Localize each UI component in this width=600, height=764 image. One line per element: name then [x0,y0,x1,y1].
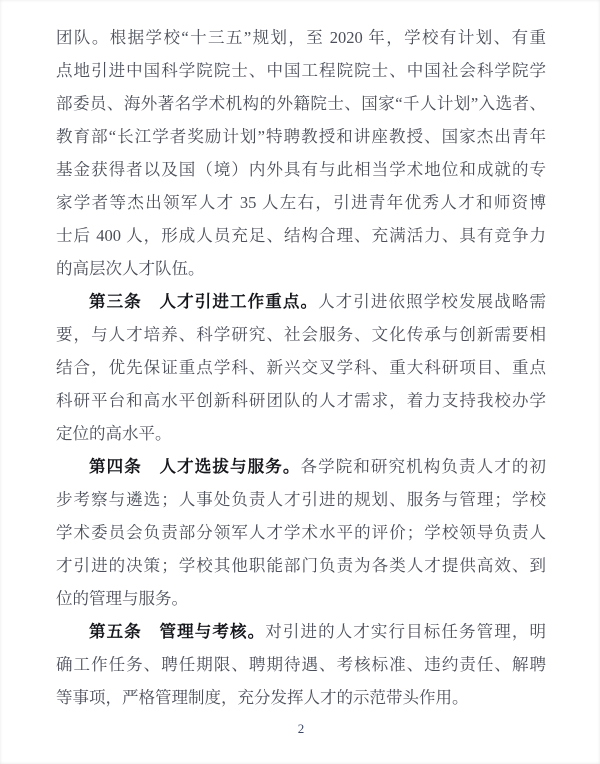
article-5-lead-text: 对引进的人才实行目标任务管理，明 [265,622,547,641]
text-line: 部委员、海外著名学术机构的外籍院士、国家“千人计划”入选者、 [56,94,546,113]
paragraph-article-3 [56,285,546,450]
paragraph-continuation [56,21,546,285]
text-line: 步考察与遴选；人事处负责人才引进的规划、服务与管理；学校 [56,490,546,509]
text-line [56,615,546,648]
text-line: 基金获得者以及国（境）内外具有与此相当学术地位和成就的专 [56,160,546,179]
paragraph-article-5 [56,615,546,714]
text-line: 要，与人才培养、科学研究、社会服务、文化传承与创新需要相 [56,325,546,344]
text-line: 士后 400 人，形成人员充足、结构合理、充满活力、具有竞争力 [56,226,546,245]
page-number: 2 [297,721,305,736]
text-line: 定位的高水平。 [56,424,172,443]
text-line [56,450,546,483]
text-line: 的高层次人才队伍。 [56,259,205,278]
article-3-heading: 第三条 人才引进工作重点。 [89,292,319,311]
text-line: 团队。根据学校“十三五”规划，至 2020 年，学校有计划、有重 [56,28,546,47]
text-line: 学术委员会负责部分领军人才学术水平的评价；学校领导负责人 [56,523,546,542]
text-line: 位的管理与服务。 [56,589,188,608]
paragraph-article-4 [56,450,546,615]
article-4-lead-text: 各学院和研究机构负责人才的初 [300,457,547,476]
text-line: 家学者等杰出领军人才 35 人左右，引进青年优秀人才和师资博 [56,193,546,212]
article-3-lead-text: 人才引进依照学校发展战略需 [318,292,547,311]
article-4-heading: 第四条 人才选拔与服务。 [89,457,301,476]
text-line: 科研平台和高水平创新科研团队的人才需求，着力支持我校办学 [56,391,546,410]
text-line: 确工作任务、聘任期限、聘期待遇、考核标准、违约责任、解聘 [56,655,546,674]
article-5-heading: 第五条 管理与考核。 [89,622,266,641]
text-line [56,285,546,318]
text-line: 教育部“长江学者奖励计划”特聘教授和讲座教授、国家杰出青年 [56,127,546,146]
text-line: 才引进的决策；学校其他职能部门负责为各类人才提供高效、到 [56,556,546,575]
text-line: 点地引进中国科学院院士、中国工程院院士、中国社会科学院学 [56,61,546,80]
text-line: 结合，优先保证重点学科、新兴交叉学科、重大科研项目、重点 [56,358,546,377]
text-line: 等事项，严格管理制度，充分发挥人才的示范带头作用。 [56,688,469,707]
